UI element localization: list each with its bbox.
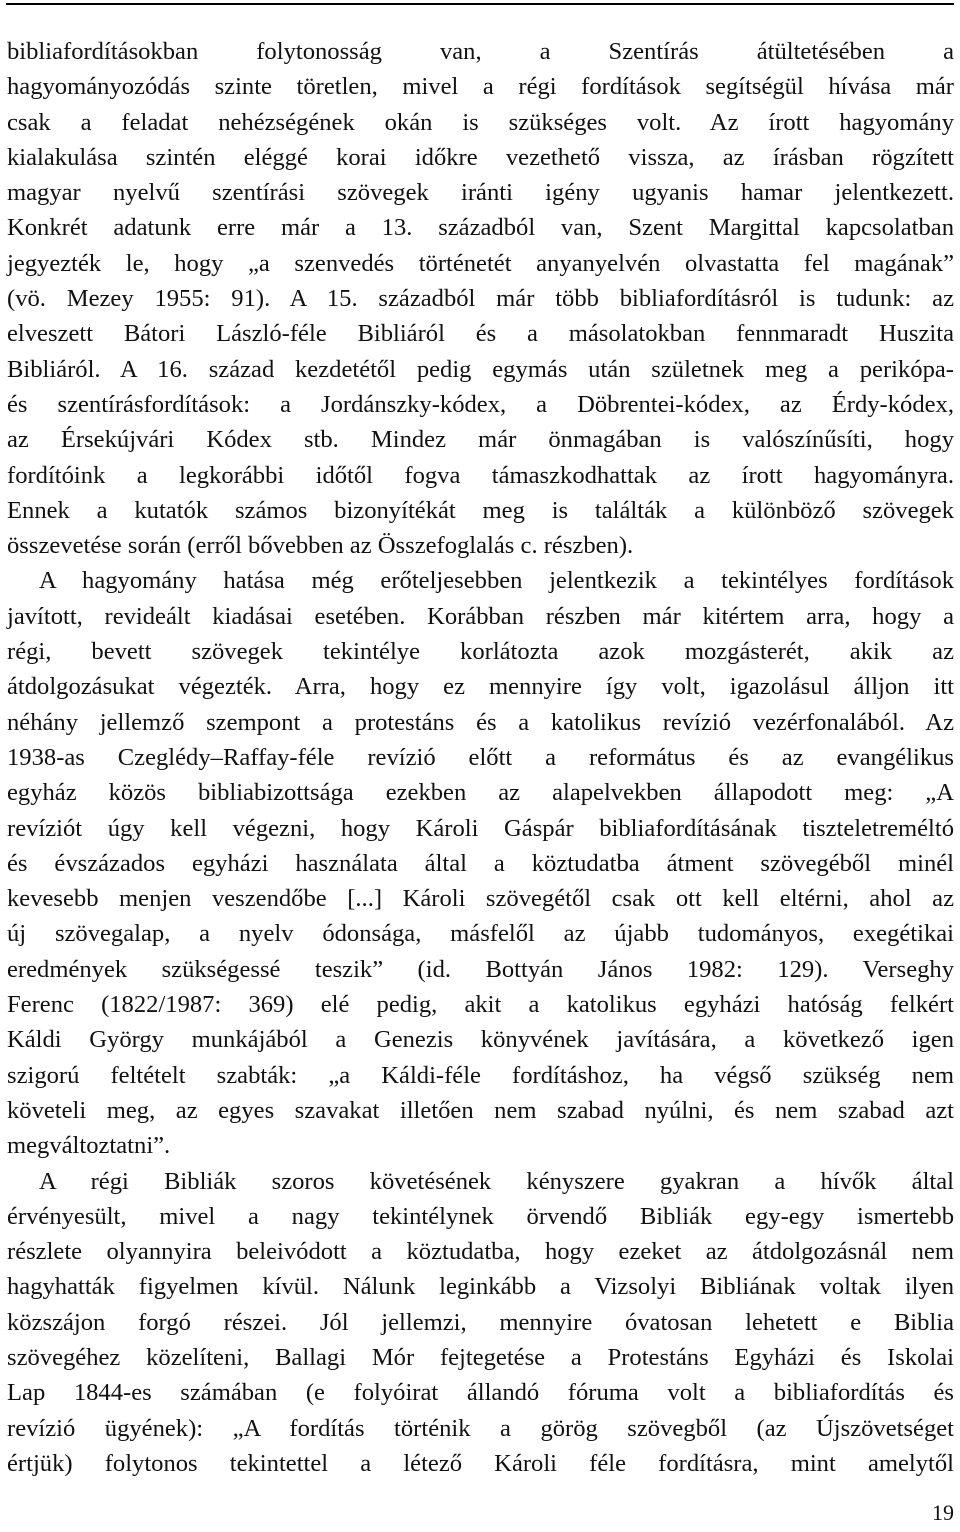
text-line: (vö. Mezey 1955: 91). A 15. századból már több bibliafordításról is tudunk: az bbox=[7, 285, 954, 313]
text-line: revízió ügyének): „A fordítás történik a görög szövegből (az Újszövetséget bbox=[7, 1414, 954, 1442]
text-line: és szentírásfordítások: a Jordánszky-kódex, a Döbrentei-kódex, az Érdy-kódex, bbox=[7, 390, 954, 418]
text-line: egyház közös bibliabizottsága ezekben az alapelvekben állapodott meg: „A bbox=[7, 779, 954, 807]
body-text bbox=[7, 34, 954, 1481]
text-line: magyar nyelvű szentírási szövegek iránti igény ugyanis hamar jelentkezett. bbox=[7, 179, 954, 207]
text-line: revíziót úgy kell végezni, hogy Károli Gáspár bibliafordításának tiszteletreméltó bbox=[7, 814, 954, 842]
text-line: Ennek a kutatók számos bizonyítékát meg is találták a különböző szövegek bbox=[7, 496, 954, 524]
text-line: csak a feladat nehézségének okán is szükséges volt. Az írott hagyomány bbox=[7, 108, 954, 136]
text-line: és évszázados egyházi használata által a köztudatba átment szövegéből minél bbox=[7, 849, 954, 877]
text-line: hagyományozódás szinte töretlen, mivel a régi fordítások segítségül hívása már bbox=[7, 73, 954, 101]
text-line: kevesebb menjen veszendőbe [...] Károli szövegétől csak ott kell eltérni, ahol az bbox=[7, 885, 954, 913]
text-line: közszájon forgó részei. Jól jellemzi, mennyire óvatosan lehetett e Biblia bbox=[7, 1308, 954, 1336]
text-line: Lap 1844-es számában (e folyóirat állandó fóruma volt a bibliafordítás és bbox=[7, 1379, 954, 1407]
text-line: Ferenc (1822/1987: 369) elé pedig, akit a katolikus egyházi hatóság felkért bbox=[7, 991, 954, 1019]
text-line: 1938-as Czeglédy–Raffay-féle revízió előtt a református és az evangélikus bbox=[7, 743, 954, 771]
text-line: régi, bevett szövegek tekintélye korlátozta azok mozgásterét, akik az bbox=[7, 638, 954, 666]
text-line: bibliafordításokban folytonosság van, a Szentírás átültetésében a bbox=[7, 38, 954, 65]
text-line: Káldi György munkájából a Genezis könyvének javítására, a következő igen bbox=[7, 1026, 954, 1054]
text-line: összevetése során (erről bővebben az Összefoglalás c. részben). bbox=[7, 532, 634, 560]
text-line: A régi Bibliák szoros követésének kényszere gyakran a hívők által bbox=[39, 1167, 954, 1195]
text-line: fordítóink a legkorábbi időtől fogva támaszkodhattak az írott hagyományra. bbox=[7, 461, 954, 489]
text-line: néhány jellemző szempont a protestáns és a katolikus revízió vezérfonalából. Az bbox=[7, 708, 954, 736]
text-line: megváltoztatni”. bbox=[7, 1132, 171, 1160]
text-line: A hagyomány hatása még erőteljesebben jelentkezik a tekintélyes fordítások bbox=[39, 567, 954, 595]
text-line: jegyezték le, hogy „a szenvedés történetét anyanyelvén olvastatta fel magának” bbox=[7, 249, 954, 277]
text-line: szövegéhez közelíteni, Ballagi Mór fejtegetése a Protestáns Egyházi és Iskolai bbox=[7, 1343, 954, 1371]
top-rule bbox=[6, 3, 954, 5]
text-line: új szövegalap, a nyelv ódonsága, másfelől az újabb tudományos, exegétikai bbox=[7, 920, 954, 948]
text-line: részlete olyannyira beleivódott a köztudatba, hogy ezeket az átdolgozásnál nem bbox=[7, 1238, 954, 1266]
text-line: Konkrét adatunk erre már a 13. századból van, Szent Margittal kapcsolatban bbox=[7, 214, 954, 242]
text-line: kialakulása szintén eléggé korai időkre vezethető vissza, az írásban rögzített bbox=[7, 143, 954, 171]
text-line: átdolgozásukat végezték. Arra, hogy ez mennyire így volt, igazolásul álljon itt bbox=[7, 673, 954, 701]
text-line: értjük) folytonos tekintettel a létező Károli féle fordításra, mint amelytől bbox=[7, 1449, 954, 1477]
text-line: szigorú feltételt szabták: „a Káldi-féle fordításhoz, ha végső szükség nem bbox=[7, 1061, 954, 1089]
text-line: javított, revideált kiadásai esetében. Korábban részben már kitértem arra, hogy a bbox=[7, 602, 954, 630]
page-number: 19 bbox=[932, 1500, 954, 1525]
text-line: hagyhatták figyelmen kívül. Nálunk leginkább a Vizsolyi Bibliának voltak ilyen bbox=[7, 1273, 954, 1301]
text-line: érvényesült, mivel a nagy tekintélynek örvendő Bibliák egy-egy ismertebb bbox=[7, 1202, 954, 1230]
text-line: az Érsekújvári Kódex stb. Mindez már önmagában is valószínűsíti, hogy bbox=[7, 426, 954, 454]
text-line: eredmények szükségessé teszik” (id. Bottyán János 1982: 129). Verseghy bbox=[7, 955, 954, 983]
text-line: Bibliáról. A 16. század kezdetétől pedig egymás után születnek meg a perikópa- bbox=[7, 355, 954, 383]
text-line: elveszett Bátori László-féle Bibliáról és a másolatokban fennmaradt Huszita bbox=[7, 320, 954, 348]
text-line: követeli meg, az egyes szavakat illetően nem szabad nyúlni, és nem szabad azt bbox=[7, 1096, 954, 1124]
